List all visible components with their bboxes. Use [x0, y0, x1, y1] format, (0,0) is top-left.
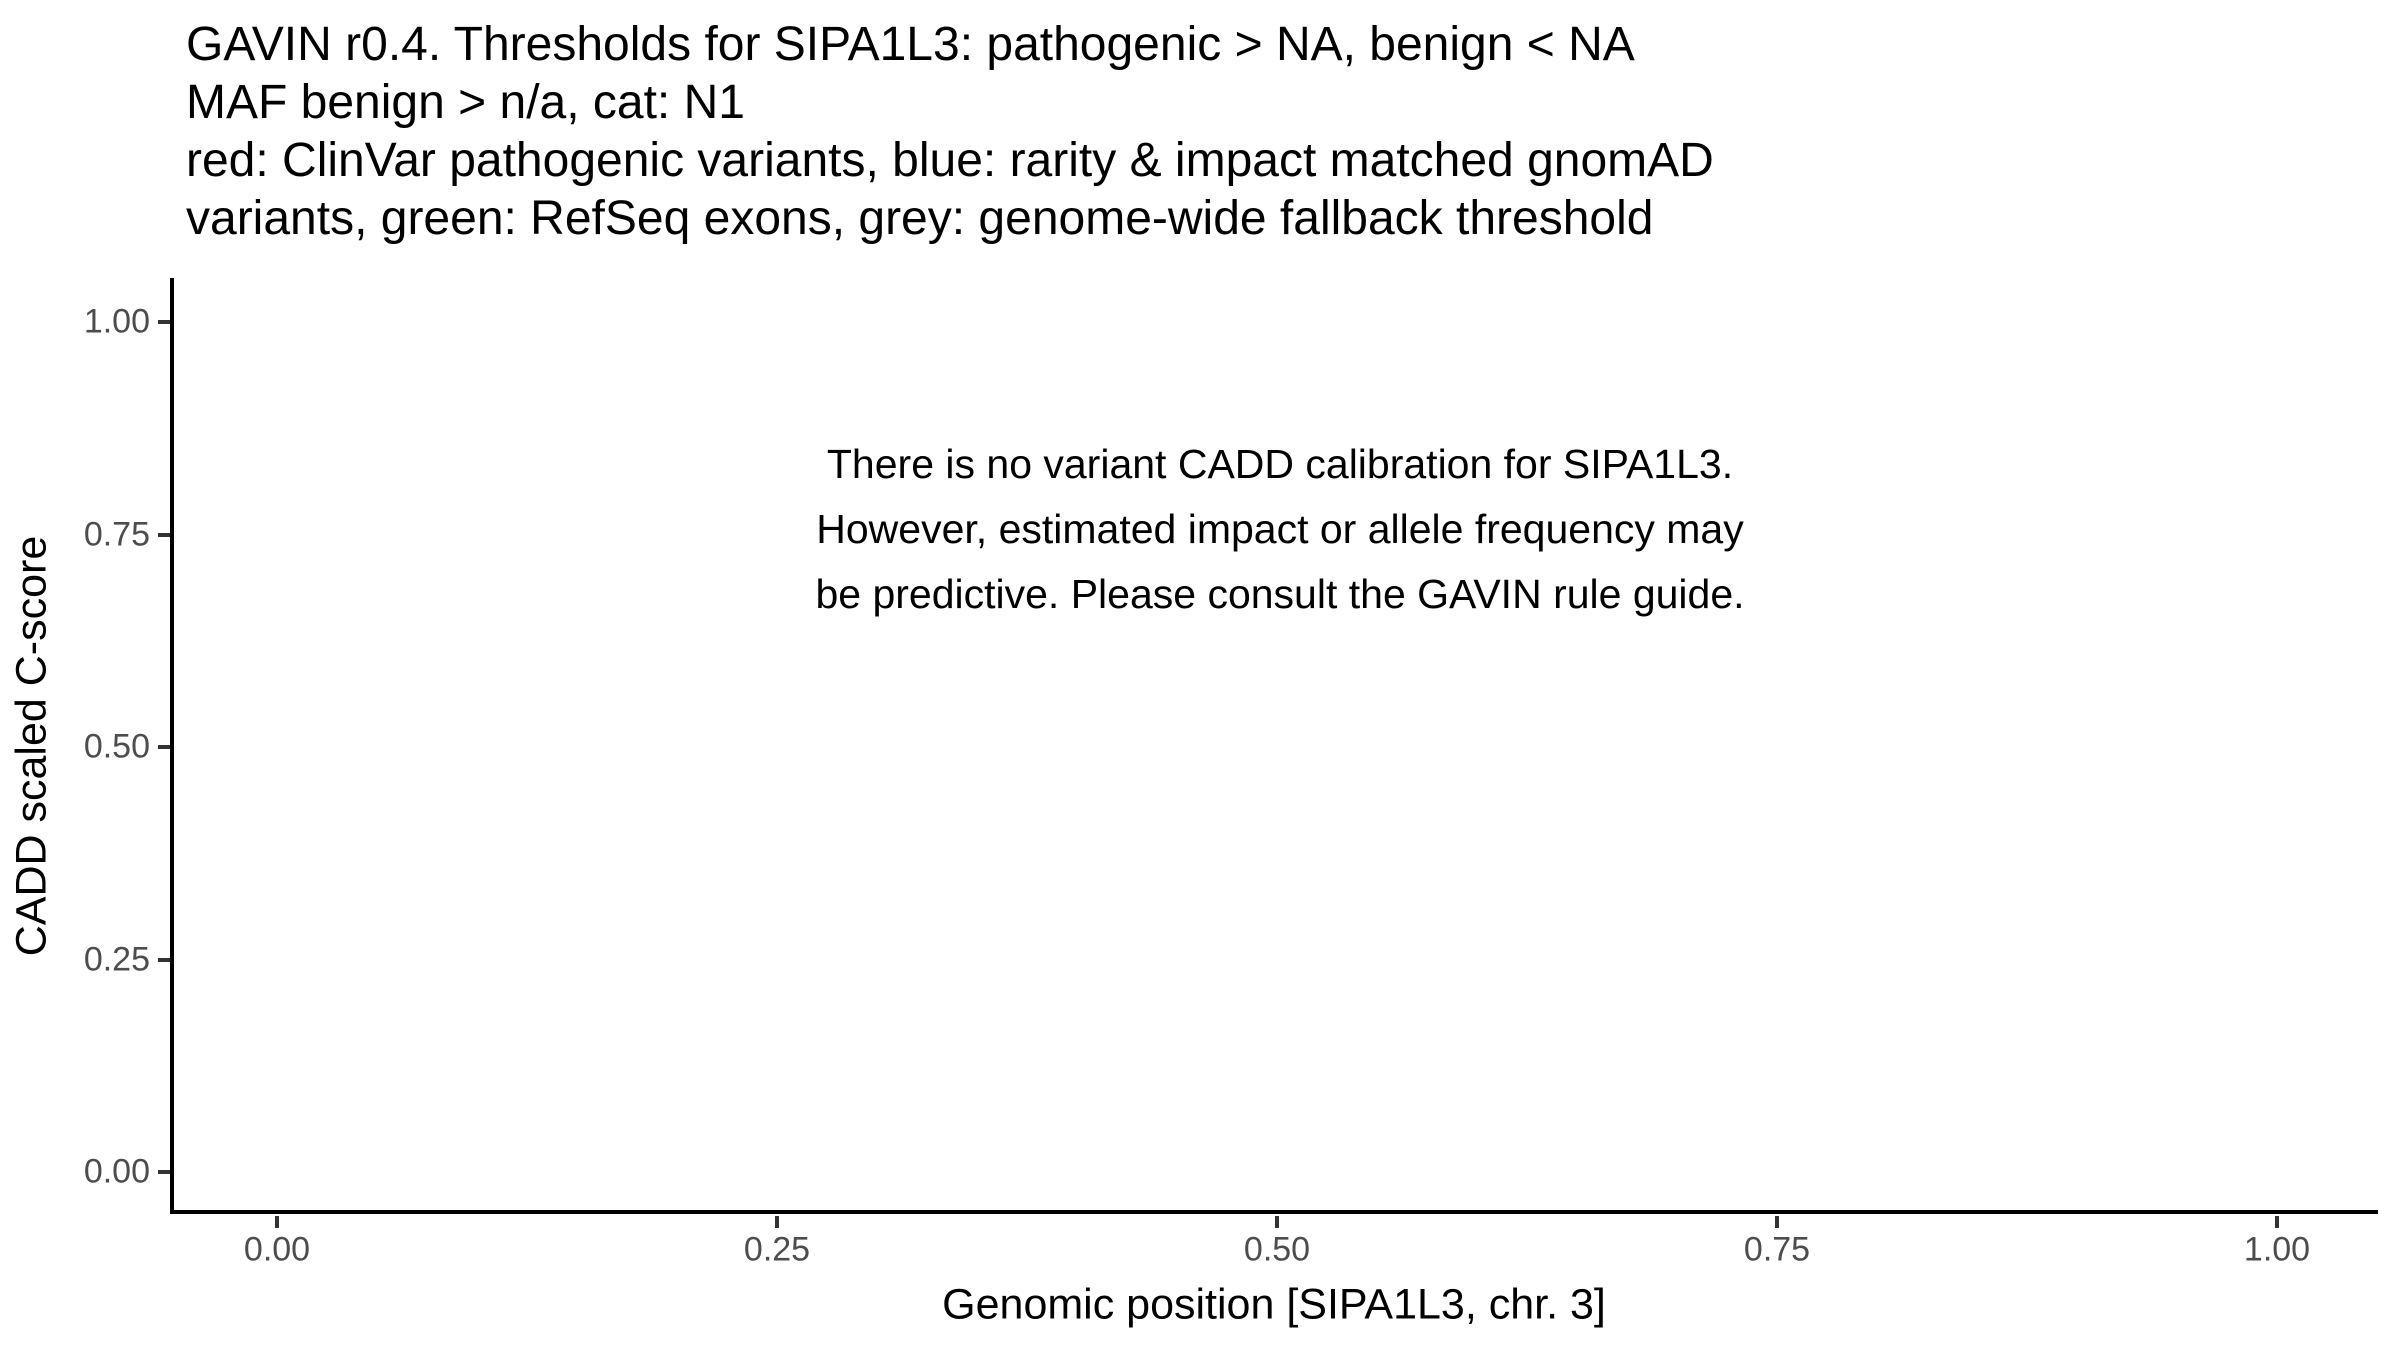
x-tick-mark: [775, 1216, 779, 1228]
y-tick-label: 1.00: [83, 302, 150, 341]
x-tick-label: 0.25: [743, 1230, 811, 1269]
y-tick-label: 0.75: [83, 515, 150, 554]
y-tick-mark: [158, 745, 170, 749]
plot-title: [186, 16, 1714, 248]
annotation-line-2: However, estimated impact or allele frequency may: [816, 506, 1744, 552]
plot-title-line-1: GAVIN r0.4. Thresholds for SIPA1L3: pathogenic > NA, benign < NA: [186, 18, 1635, 71]
x-tick-mark: [275, 1216, 279, 1228]
y-axis-title: CADD scaled C-score: [7, 535, 56, 957]
x-tick-label: 0.75: [1743, 1230, 1811, 1269]
no-calibration-annotation: [815, 432, 1744, 627]
x-tick-mark: [1275, 1216, 1279, 1228]
plot-title-line-2: MAF benign > n/a, cat: N1: [186, 76, 745, 129]
annotation-line-1: There is no variant CADD calibration for SIPA1L3.: [826, 441, 1734, 487]
y-tick-mark: [158, 533, 170, 537]
x-axis-title: Genomic position [SIPA1L3, chr. 3]: [942, 1280, 1606, 1329]
annotation-line-3: be predictive. Please consult the GAVIN rule guide.: [815, 571, 1745, 617]
y-tick-mark: [158, 1170, 170, 1174]
y-tick-label: 0.00: [83, 1152, 150, 1191]
y-tick-label: 0.50: [83, 727, 150, 766]
x-tick-label: 0.00: [243, 1230, 311, 1269]
x-tick-mark: [2275, 1216, 2279, 1228]
y-tick-mark: [158, 958, 170, 962]
plot-panel: [170, 278, 2378, 1214]
x-tick-label: 1.00: [2243, 1230, 2311, 1269]
plot-title-line-4: variants, green: RefSeq exons, grey: genome-wide fallback threshold: [186, 192, 1654, 245]
x-tick-mark: [1775, 1216, 1779, 1228]
plot-title-line-3: red: ClinVar pathogenic variants, blue: rarity & impact matched gnomAD: [186, 134, 1714, 187]
y-tick-label: 0.25: [83, 940, 150, 979]
y-tick-mark: [158, 320, 170, 324]
x-tick-label: 0.50: [1243, 1230, 1311, 1269]
